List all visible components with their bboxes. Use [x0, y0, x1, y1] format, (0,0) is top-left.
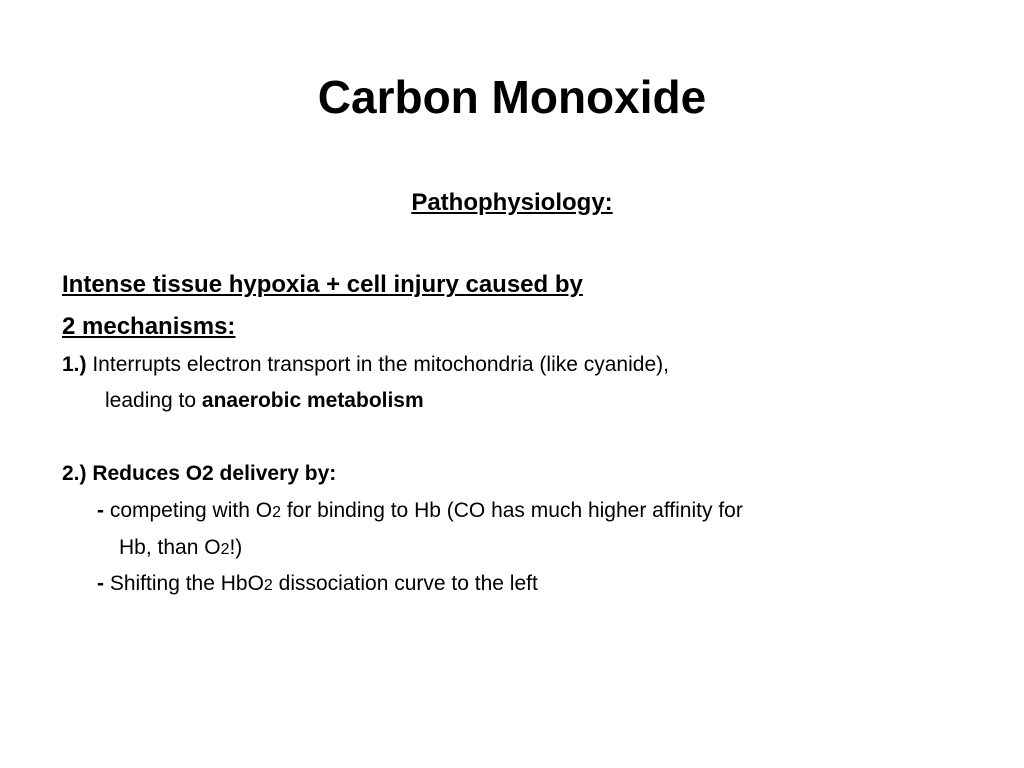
mechanism-2-heading: 2.) Reduces O2 delivery by:	[62, 462, 337, 485]
bullet-2-subscript: 2	[263, 577, 273, 594]
intro-line-2: 2 mechanisms:	[62, 313, 236, 340]
mechanism-2-bullet-1	[97, 496, 743, 528]
mechanism-1-line	[62, 350, 669, 380]
slide-title: Carbon Monoxide	[317, 71, 707, 123]
bullet-1-text-a: competing with O	[104, 499, 273, 522]
bullet-1-cont-subscript: 2	[220, 541, 230, 558]
bullet-2-text-b: dissociation curve to the left	[272, 572, 538, 595]
bullet-1-subscript: 2	[272, 504, 281, 521]
bullet-1-dash: -	[97, 499, 104, 522]
mechanism-1-cont-bold: anaerobic metabolism	[201, 389, 424, 412]
mechanism-1-number: 1.)	[62, 353, 87, 376]
bullet-2-text-a: Shifting the HbO	[104, 572, 264, 595]
bullet-1-cont-b: !)	[229, 536, 243, 559]
bullet-1-cont-a: Hb, than O	[119, 536, 221, 559]
mechanism-1-cont-prefix: leading to	[105, 389, 202, 412]
mechanism-1-text: Interrupts electron transport in the mitochondria (like cyanide),	[86, 353, 669, 376]
mechanism-1-continuation	[105, 386, 424, 416]
section-heading: Pathophysiology:	[411, 189, 613, 216]
bullet-1-text-b: for binding to Hb (CO has much higher affinity for	[280, 499, 743, 522]
intro-line-1: Intense tissue hypoxia + cell injury caused by	[62, 271, 583, 298]
mechanism-2-bullet-1-continuation	[119, 533, 242, 565]
mechanism-2-bullet-2	[97, 569, 538, 601]
bullet-2-dash: -	[97, 572, 104, 595]
